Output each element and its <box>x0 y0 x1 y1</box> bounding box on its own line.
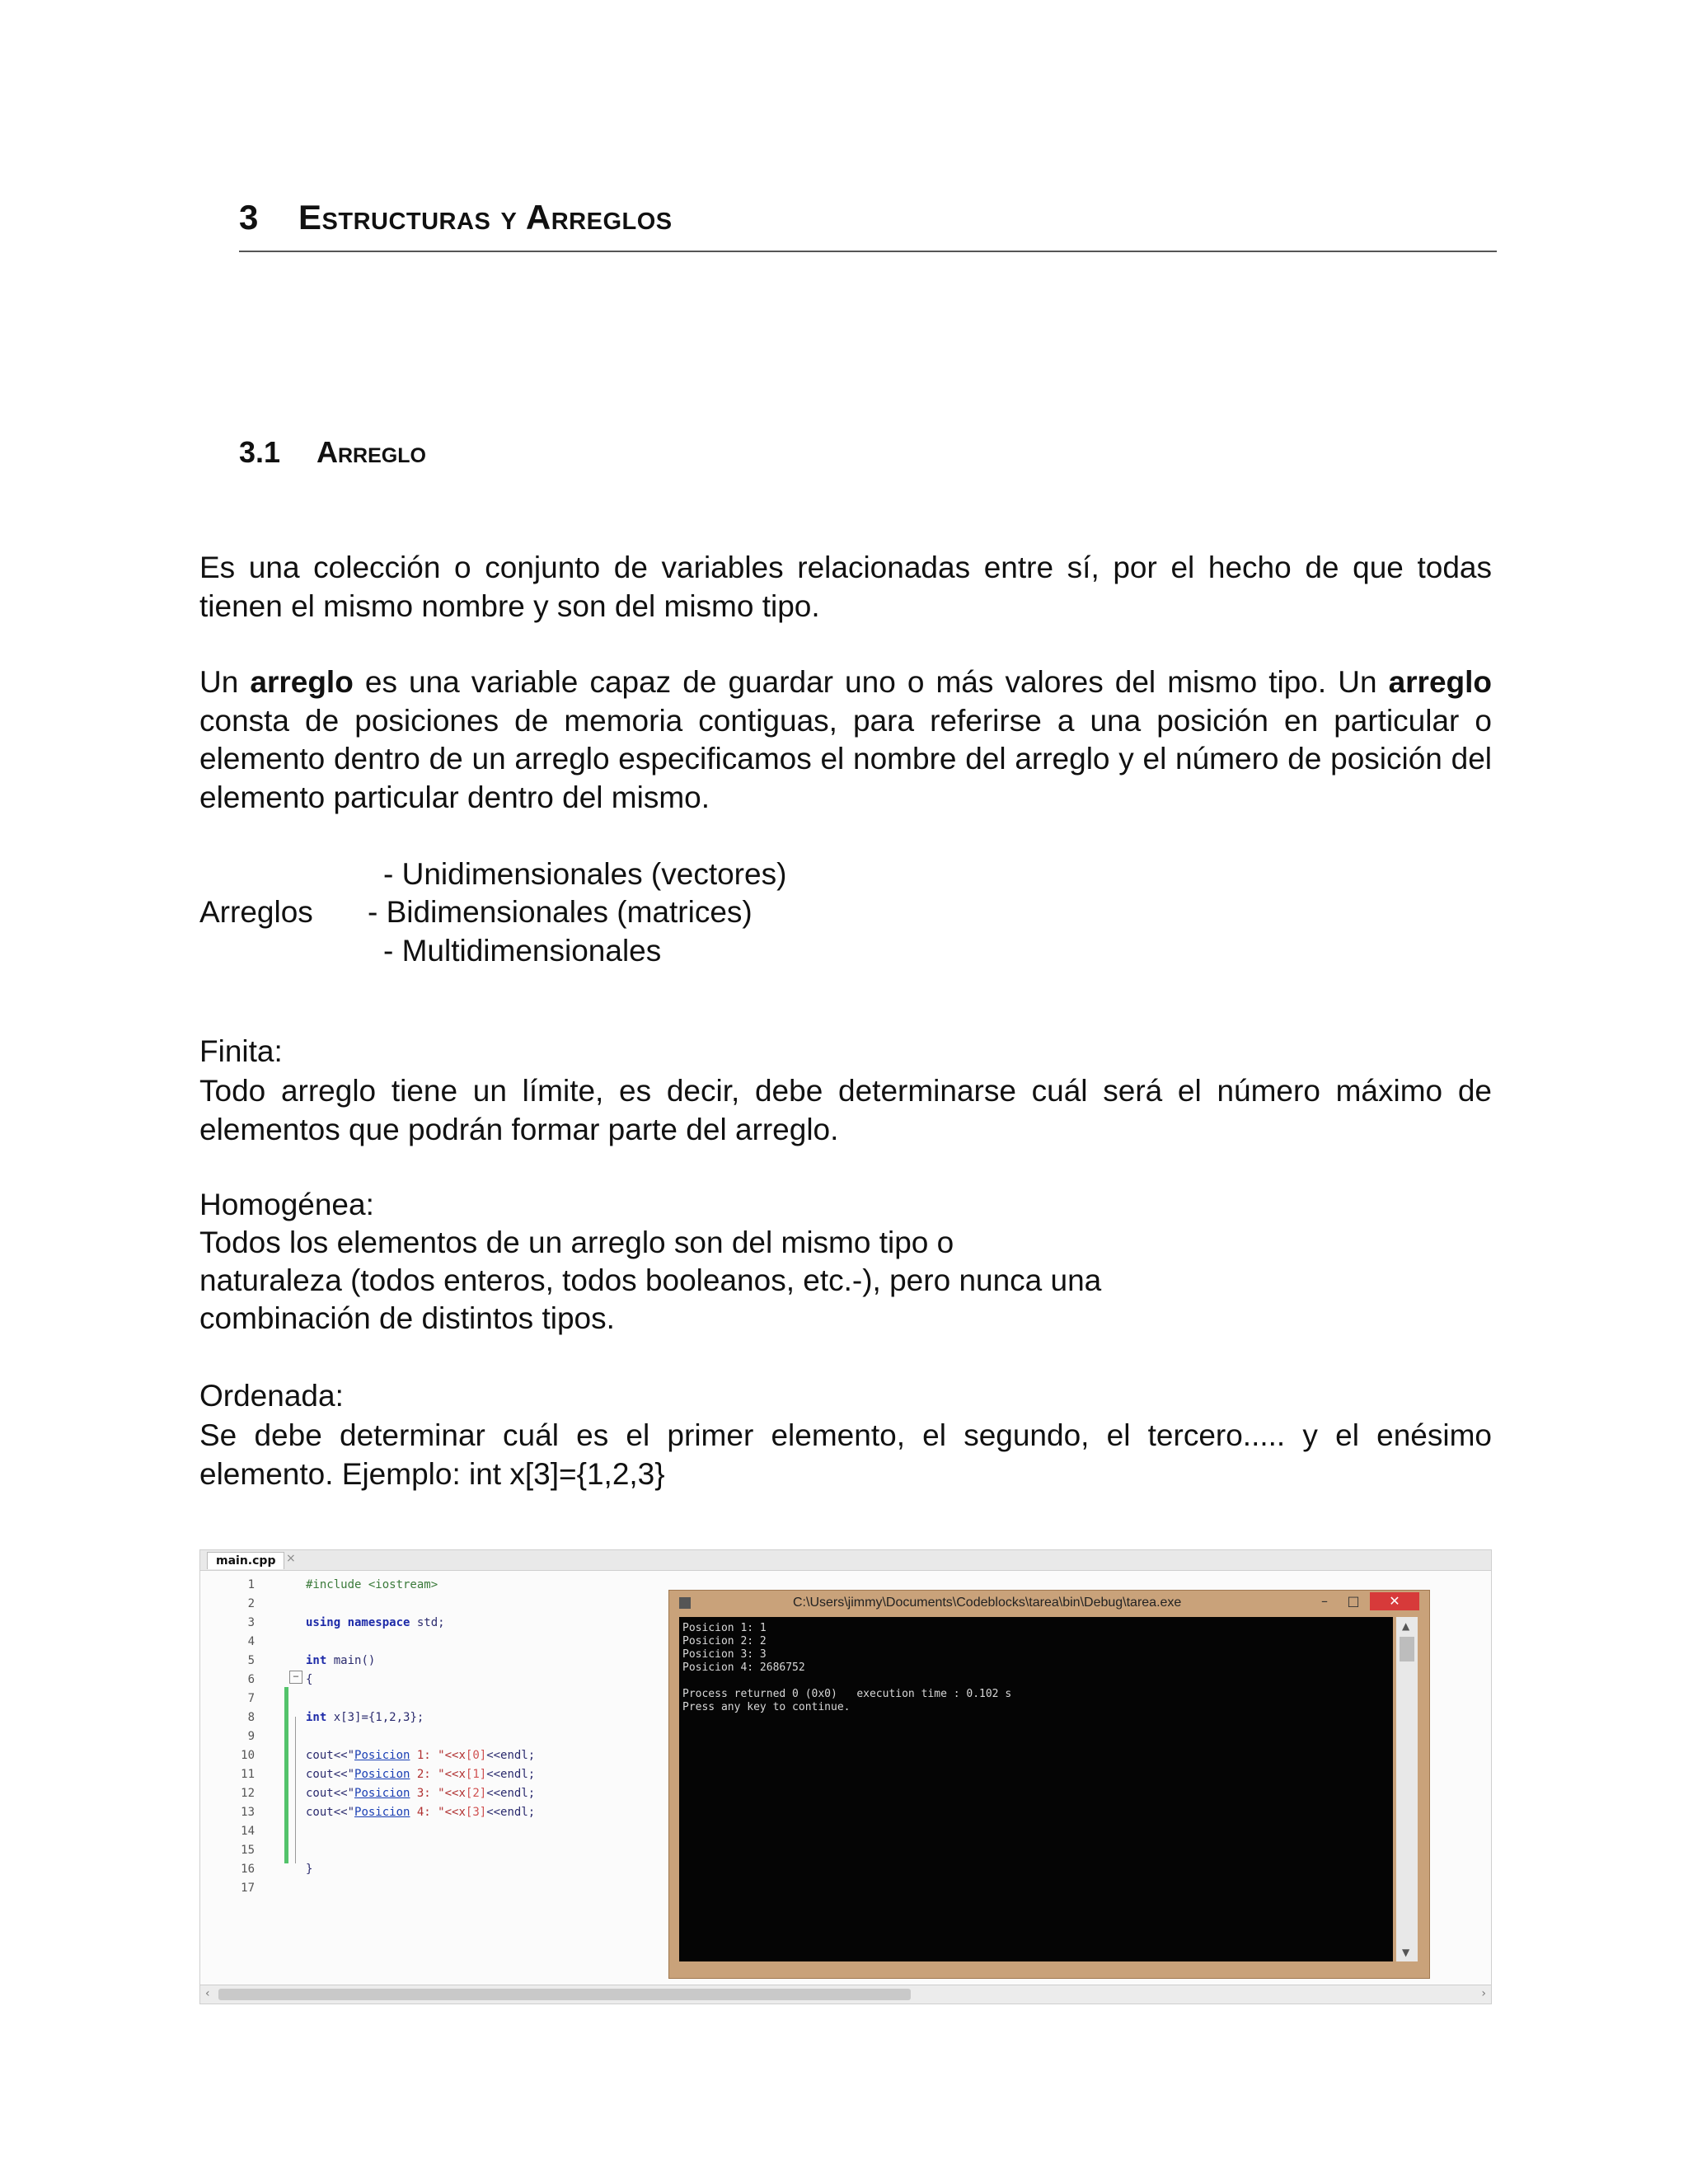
maximize-button[interactable]: □ <box>1347 1593 1360 1609</box>
line-number: 17 <box>241 1882 255 1895</box>
code-text: std; <box>410 1616 445 1629</box>
code-text: <<endl; <box>486 1768 536 1781</box>
line-number: 2 <box>247 1597 255 1610</box>
fold-line <box>295 1717 296 1863</box>
console-output-area[interactable] <box>679 1617 1393 1961</box>
scroll-down-icon[interactable]: ▼ <box>1402 1947 1410 1958</box>
line-number: 4 <box>247 1635 255 1648</box>
chapter-heading <box>239 196 1497 252</box>
code-link[interactable]: Posicion <box>354 1787 410 1800</box>
line-number-gutter <box>200 1572 266 1967</box>
line-number: 13 <box>241 1806 255 1819</box>
change-bar <box>284 1687 288 1863</box>
chapter-title: Estructuras y Arreglos <box>298 198 673 237</box>
code-line <box>306 1863 312 1876</box>
code-text: <<endl; <box>486 1787 536 1800</box>
chapter-number: 3 <box>239 198 259 237</box>
code-index: [3] <box>465 1806 487 1819</box>
property-line: combinación de distintos tipos. <box>199 1301 615 1335</box>
console-titlebar[interactable] <box>669 1591 1429 1615</box>
property-text: Se debe determinar cuál es el primer elemento, el segundo, el tercero..... y el enésimo elemento. Ejemplo: int x[3]={1,2,3} <box>199 1418 1492 1491</box>
property-line: Todos los elementos de un arreglo son del mismo tipo o <box>199 1226 954 1259</box>
property-line: naturaleza (todos enteros, todos booleanos, etc.-), pero nunca una <box>199 1263 1102 1297</box>
code-text: cout<<" <box>306 1768 355 1781</box>
property-title: Ordenada: <box>199 1379 344 1413</box>
code-text: main() <box>326 1654 376 1667</box>
code-line <box>306 1654 375 1667</box>
definition-bold-2: arreglo <box>1388 665 1493 699</box>
code-text: <<endl; <box>486 1749 536 1762</box>
code-text: x[3]={1,2,3}; <box>326 1711 424 1724</box>
code-link[interactable]: Posicion <box>354 1806 410 1819</box>
code-text: cout<<" <box>306 1787 355 1800</box>
code-keyword: int <box>306 1654 327 1667</box>
line-number: 11 <box>241 1768 255 1781</box>
line-number: 1 <box>247 1578 255 1591</box>
line-number: 14 <box>241 1825 255 1838</box>
section-number: 3.1 <box>239 435 281 469</box>
code-line <box>306 1578 438 1591</box>
definition-paragraph <box>199 663 1492 817</box>
code-line <box>306 1616 445 1629</box>
section-title: Arreglo <box>316 435 426 469</box>
console-window[interactable] <box>668 1590 1430 1979</box>
code-text: { <box>306 1673 313 1686</box>
console-scrollbar[interactable] <box>1396 1617 1418 1961</box>
classification-item: - Multidimensionales <box>383 934 662 968</box>
code-string: 3: "<<x <box>410 1787 466 1800</box>
console-output-line: Posicion 4: 2686752 <box>682 1661 805 1674</box>
editor-horizontal-scrollbar[interactable] <box>200 1985 1491 2004</box>
close-button[interactable]: ✕ <box>1370 1592 1419 1610</box>
code-line <box>306 1749 535 1762</box>
definition-bold-1: arreglo <box>250 665 354 699</box>
line-number: 8 <box>247 1711 255 1724</box>
line-number: 9 <box>247 1730 255 1743</box>
property-text: Todo arreglo tiene un límite, es decir, debe determinarse cuál será el número máximo de elementos que podrán formar parte del arreglo. <box>199 1074 1492 1146</box>
line-number: 12 <box>241 1787 255 1800</box>
console-title: C:\Users\jimmy\Documents\Codeblocks\tarea\bin\Debug\tarea.exe <box>793 1596 1182 1610</box>
preprocessor-directive: #include <iostream> <box>306 1578 438 1591</box>
console-app-icon <box>679 1597 691 1609</box>
code-text: <<endl; <box>486 1806 536 1819</box>
definition-text-1: Un <box>199 665 251 699</box>
scroll-up-icon[interactable]: ▲ <box>1402 1620 1410 1632</box>
scroll-left-icon[interactable]: ‹ <box>205 1987 210 2000</box>
scrollbar-thumb[interactable] <box>1400 1637 1414 1661</box>
definition-text-2: es una variable capaz de guardar uno o más valores del mismo tipo. Un <box>353 665 1389 699</box>
console-output-line: Posicion 1: 1 <box>682 1622 767 1634</box>
console-output-line: Posicion 2: 2 <box>682 1635 767 1647</box>
code-line <box>306 1711 424 1724</box>
code-line <box>306 1787 535 1800</box>
classification-item: - Bidimensionales (matrices) <box>368 895 753 929</box>
property-title: Finita: <box>199 1034 283 1068</box>
line-number: 15 <box>241 1844 255 1857</box>
code-line <box>306 1806 535 1819</box>
code-keyword: using namespace <box>306 1616 410 1629</box>
code-screenshot <box>199 1549 1492 2004</box>
intro-paragraph: Es una colección o conjunto de variables relacionadas entre sí, por el hecho de que todas tienen el mismo nombre y son del mismo tipo. <box>199 551 1492 623</box>
code-link[interactable]: Posicion <box>354 1768 410 1781</box>
definition-text-3: consta de posiciones de memoria contiguas, para referirse a una posición en particular o elemento dentro de un arreglo especificamos el nombre del arreglo y el número de posición del elemento particular dentro del mismo. <box>199 703 1492 814</box>
code-string: 1: "<<x <box>410 1749 466 1762</box>
line-number: 3 <box>247 1616 255 1629</box>
code-index: [1] <box>465 1768 487 1781</box>
code-keyword: int <box>306 1711 327 1724</box>
line-number: 6 <box>247 1673 255 1686</box>
code-string: 2: "<<x <box>410 1768 466 1781</box>
line-number: 16 <box>241 1863 255 1876</box>
console-output-line: Posicion 3: 3 <box>682 1648 767 1661</box>
code-text: cout<<" <box>306 1806 355 1819</box>
code-text: } <box>306 1863 313 1876</box>
code-string: 4: "<<x <box>410 1806 466 1819</box>
code-text: cout<<" <box>306 1749 355 1762</box>
line-number: 10 <box>241 1749 255 1762</box>
classification-item: - Unidimensionales (vectores) <box>383 857 787 891</box>
line-number: 7 <box>247 1692 255 1705</box>
classification-label: Arreglos <box>199 895 313 929</box>
property-title: Homogénea: <box>199 1188 374 1221</box>
tab-close-icon[interactable]: × <box>286 1552 296 1565</box>
line-number: 5 <box>247 1654 255 1667</box>
code-index: [2] <box>465 1787 487 1800</box>
code-line <box>306 1768 535 1781</box>
editor-tabbar <box>200 1550 1491 1571</box>
scrollbar-thumb[interactable] <box>218 1989 911 2000</box>
code-index: [0] <box>465 1749 487 1762</box>
scroll-right-icon[interactable]: › <box>1481 1987 1486 2000</box>
fold-toggle-icon[interactable]: − <box>289 1671 302 1684</box>
minimize-button[interactable]: – <box>1321 1593 1328 1609</box>
code-link[interactable]: Posicion <box>354 1749 410 1762</box>
code-line <box>306 1673 312 1686</box>
console-output-line: Process returned 0 (0x0) execution time : 0.102 s <box>682 1688 1012 1700</box>
file-tab[interactable]: main.cpp <box>207 1552 284 1569</box>
console-output-line: Press any key to continue. <box>682 1701 851 1713</box>
